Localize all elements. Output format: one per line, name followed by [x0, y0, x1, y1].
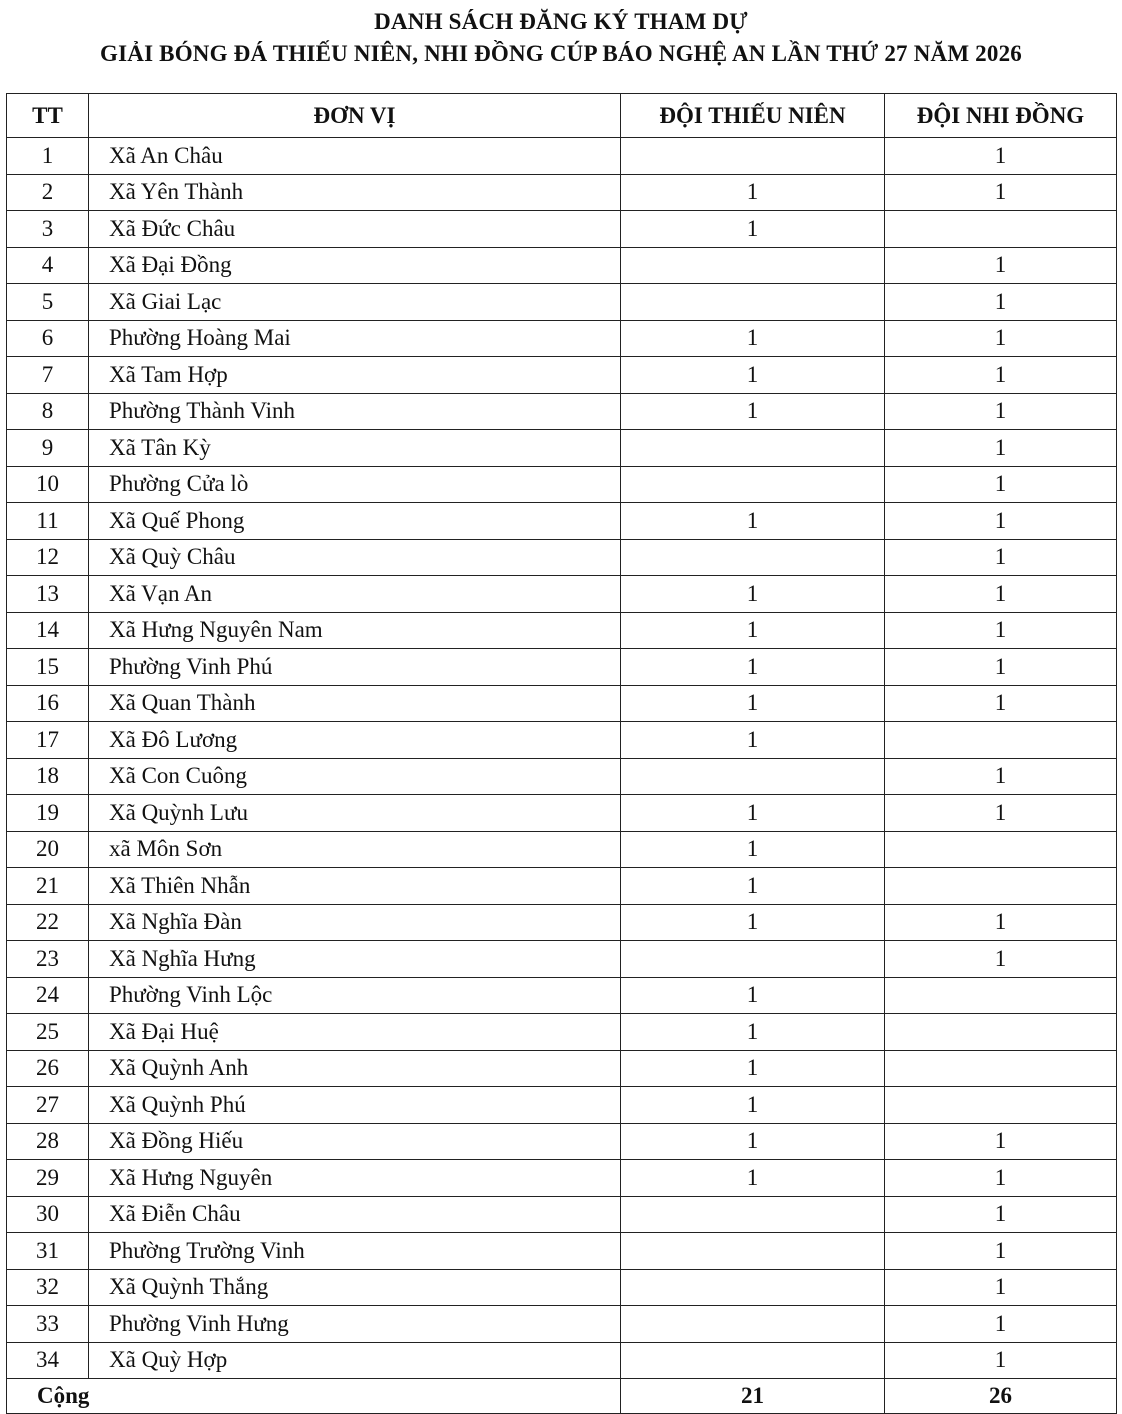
thieu-nien-cell [621, 941, 885, 978]
nhi-dong-cell [885, 1087, 1117, 1124]
nhi-dong-cell: 1 [885, 320, 1117, 357]
row-number-cell: 20 [7, 831, 89, 868]
nhi-dong-cell: 1 [885, 1233, 1117, 1270]
table-row [7, 977, 1117, 1014]
thieu-nien-cell [621, 539, 885, 576]
thieu-nien-cell [621, 1342, 885, 1379]
row-number-cell: 18 [7, 758, 89, 795]
nhi-dong-cell [885, 868, 1117, 905]
thieu-nien-cell [621, 1269, 885, 1306]
table-row [7, 904, 1117, 941]
nhi-dong-cell [885, 831, 1117, 868]
table-row [7, 247, 1117, 284]
table-row [7, 1050, 1117, 1087]
table-row [7, 868, 1117, 905]
table-row [7, 1306, 1117, 1343]
table-body [7, 138, 1117, 1379]
unit-name-cell: Xã Đại Huệ [89, 1014, 621, 1051]
table-row [7, 393, 1117, 430]
row-number-cell: 28 [7, 1123, 89, 1160]
unit-name-cell: Xã Nghĩa Đàn [89, 904, 621, 941]
thieu-nien-cell: 1 [621, 320, 885, 357]
nhi-dong-cell: 1 [885, 576, 1117, 613]
column-header-tt: TT [7, 94, 89, 138]
nhi-dong-cell [885, 722, 1117, 759]
thieu-nien-cell: 1 [621, 904, 885, 941]
thieu-nien-cell [621, 430, 885, 467]
row-number-cell: 14 [7, 612, 89, 649]
nhi-dong-cell: 1 [885, 284, 1117, 321]
row-number-cell: 7 [7, 357, 89, 394]
nhi-dong-cell: 1 [885, 941, 1117, 978]
table-row [7, 649, 1117, 686]
column-header-unit: ĐƠN VỊ [89, 94, 621, 138]
thieu-nien-cell [621, 284, 885, 321]
thieu-nien-cell: 1 [621, 1160, 885, 1197]
table-row [7, 758, 1117, 795]
thieu-nien-cell: 1 [621, 831, 885, 868]
table-row [7, 1233, 1117, 1270]
thieu-nien-cell: 1 [621, 612, 885, 649]
table-row [7, 503, 1117, 540]
unit-name-cell: Xã Quỳnh Phú [89, 1087, 621, 1124]
row-number-cell: 26 [7, 1050, 89, 1087]
table-row [7, 1014, 1117, 1051]
table-row [7, 539, 1117, 576]
unit-name-cell: Xã Thiên Nhẫn [89, 868, 621, 905]
nhi-dong-cell [885, 1050, 1117, 1087]
row-number-cell: 16 [7, 685, 89, 722]
thieu-nien-cell [621, 138, 885, 175]
table-row [7, 1087, 1117, 1124]
total-thieu-nien: 21 [621, 1379, 885, 1414]
row-number-cell: 34 [7, 1342, 89, 1379]
unit-name-cell: Xã Quan Thành [89, 685, 621, 722]
thieu-nien-cell: 1 [621, 685, 885, 722]
table-row [7, 357, 1117, 394]
table-row [7, 1160, 1117, 1197]
document-subtitle: GIẢI BÓNG ĐÁ THIẾU NIÊN, NHI ĐỒNG CÚP BÁO NGHỆ AN LẦN THỨ 27 NĂM 2026 [100, 41, 1022, 66]
table-row [7, 430, 1117, 467]
unit-name-cell: Xã Đại Đồng [89, 247, 621, 284]
nhi-dong-cell: 1 [885, 393, 1117, 430]
unit-name-cell: Xã Tân Kỳ [89, 430, 621, 467]
row-number-cell: 5 [7, 284, 89, 321]
unit-name-cell: Xã Nghĩa Hưng [89, 941, 621, 978]
row-number-cell: 12 [7, 539, 89, 576]
unit-name-cell: xã Môn Sơn [89, 831, 621, 868]
table-row [7, 831, 1117, 868]
nhi-dong-cell: 1 [885, 430, 1117, 467]
nhi-dong-cell: 1 [885, 1196, 1117, 1233]
nhi-dong-cell: 1 [885, 503, 1117, 540]
thieu-nien-cell [621, 1196, 885, 1233]
row-number-cell: 8 [7, 393, 89, 430]
thieu-nien-cell: 1 [621, 174, 885, 211]
thieu-nien-cell: 1 [621, 576, 885, 613]
total-nhi-dong: 26 [885, 1379, 1117, 1414]
thieu-nien-cell: 1 [621, 795, 885, 832]
table-row [7, 284, 1117, 321]
nhi-dong-cell: 1 [885, 795, 1117, 832]
table-row [7, 576, 1117, 613]
nhi-dong-cell: 1 [885, 174, 1117, 211]
table-row [7, 941, 1117, 978]
unit-name-cell: Xã Quỳnh Lưu [89, 795, 621, 832]
row-number-cell: 23 [7, 941, 89, 978]
nhi-dong-cell: 1 [885, 357, 1117, 394]
thieu-nien-cell: 1 [621, 1087, 885, 1124]
unit-name-cell: Xã Giai Lạc [89, 284, 621, 321]
document-title: DANH SÁCH ĐĂNG KÝ THAM DỰ [374, 9, 748, 34]
table-row [7, 466, 1117, 503]
row-number-cell: 4 [7, 247, 89, 284]
nhi-dong-cell: 1 [885, 758, 1117, 795]
thieu-nien-cell: 1 [621, 977, 885, 1014]
row-number-cell: 27 [7, 1087, 89, 1124]
row-number-cell: 1 [7, 138, 89, 175]
row-number-cell: 32 [7, 1269, 89, 1306]
thieu-nien-cell: 1 [621, 211, 885, 248]
nhi-dong-cell [885, 1014, 1117, 1051]
thieu-nien-cell: 1 [621, 503, 885, 540]
thieu-nien-cell: 1 [621, 722, 885, 759]
row-number-cell: 2 [7, 174, 89, 211]
table-row [7, 1196, 1117, 1233]
unit-name-cell: Xã Đức Châu [89, 211, 621, 248]
unit-name-cell: Xã Vạn An [89, 576, 621, 613]
unit-name-cell: Xã Quỳnh Thắng [89, 1269, 621, 1306]
row-number-cell: 3 [7, 211, 89, 248]
thieu-nien-cell: 1 [621, 1123, 885, 1160]
unit-name-cell: Phường Vinh Phú [89, 649, 621, 686]
unit-name-cell: Phường Hoàng Mai [89, 320, 621, 357]
registration-table [6, 93, 1117, 1414]
unit-name-cell: Xã Đồng Hiếu [89, 1123, 621, 1160]
table-header-row [7, 94, 1117, 138]
thieu-nien-cell [621, 758, 885, 795]
nhi-dong-cell: 1 [885, 1306, 1117, 1343]
row-number-cell: 24 [7, 977, 89, 1014]
nhi-dong-cell: 1 [885, 138, 1117, 175]
unit-name-cell: Xã Tam Hợp [89, 357, 621, 394]
table-row [7, 1269, 1117, 1306]
thieu-nien-cell: 1 [621, 868, 885, 905]
column-header-nhi-dong: ĐỘI NHI ĐỒNG [885, 94, 1117, 138]
table-row [7, 320, 1117, 357]
thieu-nien-cell: 1 [621, 393, 885, 430]
nhi-dong-cell: 1 [885, 649, 1117, 686]
thieu-nien-cell: 1 [621, 1050, 885, 1087]
unit-name-cell: Xã Hưng Nguyên Nam [89, 612, 621, 649]
nhi-dong-cell: 1 [885, 904, 1117, 941]
table-row [7, 722, 1117, 759]
nhi-dong-cell: 1 [885, 1342, 1117, 1379]
thieu-nien-cell [621, 1306, 885, 1343]
nhi-dong-cell [885, 977, 1117, 1014]
nhi-dong-cell: 1 [885, 466, 1117, 503]
row-number-cell: 25 [7, 1014, 89, 1051]
unit-name-cell: Phường Cửa lò [89, 466, 621, 503]
unit-name-cell: Phường Trường Vinh [89, 1233, 621, 1270]
table-row [7, 685, 1117, 722]
row-number-cell: 19 [7, 795, 89, 832]
nhi-dong-cell: 1 [885, 247, 1117, 284]
unit-name-cell: Xã Con Cuông [89, 758, 621, 795]
unit-name-cell: Xã Hưng Nguyên [89, 1160, 621, 1197]
unit-name-cell: Xã Quế Phong [89, 503, 621, 540]
row-number-cell: 30 [7, 1196, 89, 1233]
row-number-cell: 10 [7, 466, 89, 503]
row-number-cell: 21 [7, 868, 89, 905]
nhi-dong-cell: 1 [885, 1160, 1117, 1197]
row-number-cell: 11 [7, 503, 89, 540]
nhi-dong-cell: 1 [885, 1123, 1117, 1160]
nhi-dong-cell: 1 [885, 539, 1117, 576]
table-row [7, 1342, 1117, 1379]
total-label: Cộng [7, 1379, 621, 1414]
unit-name-cell: Xã Quỳ Châu [89, 539, 621, 576]
column-header-thieu-nien: ĐỘI THIẾU NIÊN [621, 94, 885, 138]
row-number-cell: 31 [7, 1233, 89, 1270]
unit-name-cell: Phường Vinh Hưng [89, 1306, 621, 1343]
row-number-cell: 15 [7, 649, 89, 686]
unit-name-cell: Xã Quỳ Hợp [89, 1342, 621, 1379]
thieu-nien-cell [621, 1233, 885, 1270]
nhi-dong-cell: 1 [885, 1269, 1117, 1306]
table-row [7, 138, 1117, 175]
unit-name-cell: Xã Đô Lương [89, 722, 621, 759]
thieu-nien-cell: 1 [621, 357, 885, 394]
document-header [0, 6, 1122, 70]
table-row [7, 1123, 1117, 1160]
total-row [7, 1379, 1117, 1414]
row-number-cell: 6 [7, 320, 89, 357]
table-row [7, 795, 1117, 832]
unit-name-cell: Phường Vinh Lộc [89, 977, 621, 1014]
row-number-cell: 33 [7, 1306, 89, 1343]
row-number-cell: 22 [7, 904, 89, 941]
thieu-nien-cell [621, 466, 885, 503]
nhi-dong-cell: 1 [885, 612, 1117, 649]
table-row [7, 612, 1117, 649]
row-number-cell: 17 [7, 722, 89, 759]
unit-name-cell: Xã Yên Thành [89, 174, 621, 211]
row-number-cell: 13 [7, 576, 89, 613]
nhi-dong-cell: 1 [885, 685, 1117, 722]
row-number-cell: 29 [7, 1160, 89, 1197]
table-row [7, 174, 1117, 211]
unit-name-cell: Phường Thành Vinh [89, 393, 621, 430]
nhi-dong-cell [885, 211, 1117, 248]
unit-name-cell: Xã Điễn Châu [89, 1196, 621, 1233]
table-row [7, 211, 1117, 248]
thieu-nien-cell: 1 [621, 649, 885, 686]
thieu-nien-cell: 1 [621, 1014, 885, 1051]
unit-name-cell: Xã An Châu [89, 138, 621, 175]
thieu-nien-cell [621, 247, 885, 284]
row-number-cell: 9 [7, 430, 89, 467]
unit-name-cell: Xã Quỳnh Anh [89, 1050, 621, 1087]
